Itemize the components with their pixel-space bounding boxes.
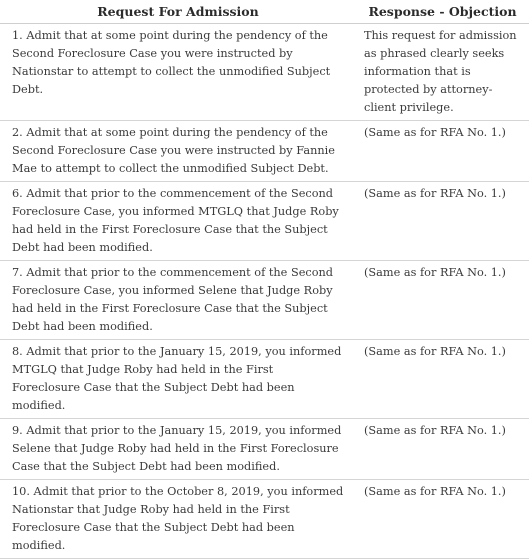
table-row <box>0 419 529 480</box>
response-cell: (Same as for RFA No. 1.) <box>356 261 529 340</box>
table-row <box>0 340 529 419</box>
header-row <box>0 0 529 24</box>
header-response: Response - Objection <box>356 0 529 24</box>
table-row <box>0 480 529 559</box>
response-cell: (Same as for RFA No. 1.) <box>356 480 529 559</box>
request-cell: 6. Admit that prior to the commencement of the Second Foreclosure Case, you informed MTGLQ that Judge Roby had held in the First Foreclosure Case that the Subject Debt had been modified. <box>0 182 356 261</box>
response-cell: (Same as for RFA No. 1.) <box>356 340 529 419</box>
response-cell: (Same as for RFA No. 1.) <box>356 182 529 261</box>
table-row <box>0 24 529 121</box>
table-header <box>0 0 529 24</box>
table-row <box>0 121 529 182</box>
request-cell: 10. Admit that prior to the October 8, 2019, you informed Nationstar that Judge Roby had held in the First Foreclosure Case that the Subject Debt had been modified. <box>0 480 356 559</box>
request-cell: 2. Admit that at some point during the pendency of the Second Foreclosure Case you were instructed by Fannie Mae to attempt to collect the unmodified Subject Debt. <box>0 121 356 182</box>
response-cell: This request for admission as phrased clearly seeks information that is protected by attorney-client privilege. <box>356 24 529 121</box>
table-row <box>0 261 529 340</box>
table-body <box>0 24 529 559</box>
request-cell: 1. Admit that at some point during the pendency of the Second Foreclosure Case you were instructed by Nationstar to attempt to collect the unmodified Subject Debt. <box>0 24 356 121</box>
request-cell: 9. Admit that prior to the January 15, 2019, you informed Selene that Judge Roby had held in the First Foreclosure Case that the Subject Debt had been modified. <box>0 419 356 480</box>
response-cell: (Same as for RFA No. 1.) <box>356 121 529 182</box>
response-cell: (Same as for RFA No. 1.) <box>356 419 529 480</box>
header-request: Request For Admission <box>0 0 356 24</box>
request-cell: 8. Admit that prior to the January 15, 2019, you informed MTGLQ that Judge Roby had held in the First Foreclosure Case that the Subject Debt had been modified. <box>0 340 356 419</box>
request-cell: 7. Admit that prior to the commencement of the Second Foreclosure Case, you informed Selene that Judge Roby had held in the First Foreclosure Case that the Subject Debt had been modified. <box>0 261 356 340</box>
table-row <box>0 182 529 261</box>
